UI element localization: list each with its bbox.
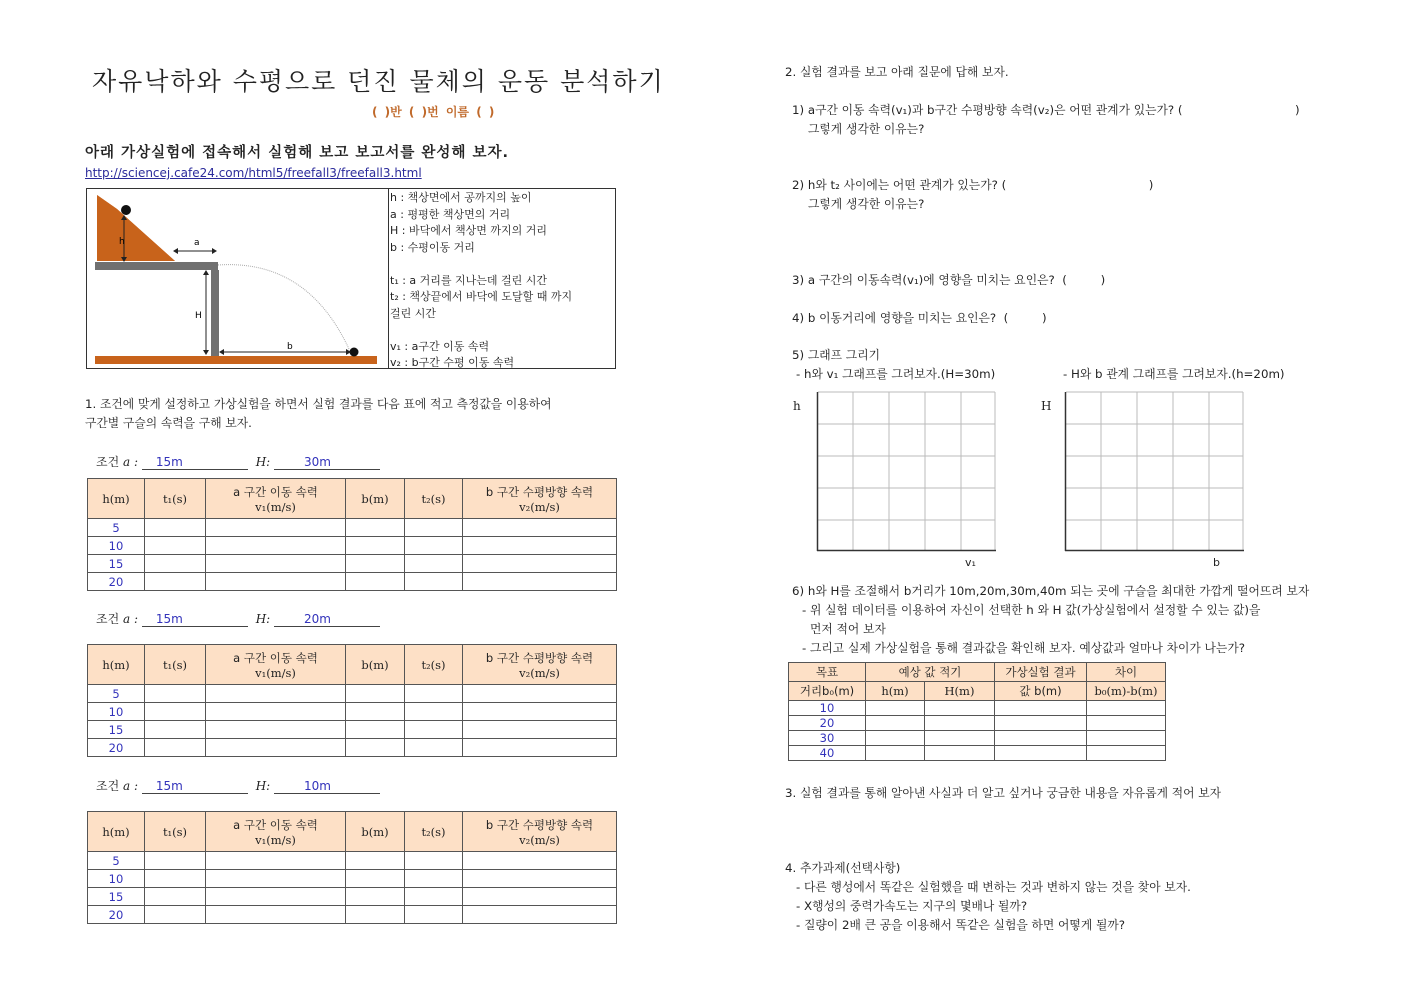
cell[interactable] [145,721,206,739]
th-b: b(m) [346,645,405,685]
data-table-2 [87,644,617,757]
legend-line: v₂ : b구간 수평 이동 속력 [390,356,515,369]
th-t2: t₂(s) [405,812,463,852]
cell[interactable] [405,685,463,703]
h-value: 20 [88,906,145,924]
graph1-ylabel: h [793,399,801,413]
label-b: b [287,342,293,352]
class-name-line: ( )반 ( )번 이름 ( ) [372,105,495,119]
cell[interactable] [463,721,617,739]
graph2-grid[interactable] [1064,390,1246,554]
cond-label: 조건 [96,779,120,793]
table-row [88,739,617,757]
th-b-speed: b 구간 수평방향 속력 v₂(m/s) [463,479,617,519]
cell[interactable] [925,716,995,731]
th-target: 목표 [789,663,866,682]
table-row [88,519,617,537]
q2-1-reason: 그렇게 생각한 이유는? [808,122,925,136]
cell[interactable] [206,703,346,721]
table-row [789,746,1166,761]
q2-6: 6) h와 H를 조절해서 b거리가 10m,20m,30m,40m 되는 곳에 구슬을 최대한 가깝게 떨어뜨려 보자 [792,584,1310,598]
cell[interactable] [145,555,206,573]
target-value: 10 [789,701,866,716]
h-value: 20 [88,573,145,591]
q1-line: 1. 조건에 맞게 설정하고 가상실험을 하면서 실험 결과를 다음 표에 적고 측정값을 이용하여 [85,397,552,411]
th-result2: 값 b(m) [995,682,1087,701]
th-a-speed: a 구간 이동 속력 v₁(m/s) [206,645,346,685]
experiment-diagram [87,189,387,368]
cell[interactable] [206,555,346,573]
th-b-speed: b 구간 수평방향 속력 v₂(m/s) [463,812,617,852]
target-value: 40 [789,746,866,761]
graph2-caption: - H와 b 관계 그래프를 그려보자.(h=20m) [1063,367,1285,381]
instruction: 아래 가상실험에 접속해서 실험해 보고 보고서를 완성해 보자. [85,145,510,161]
data-table-1 [87,478,617,591]
h-value: 5 [88,519,145,537]
cell[interactable] [405,852,463,870]
cond-a-label: a : [123,455,139,469]
data-table-3 [87,811,617,924]
cell[interactable] [925,746,995,761]
table-row [88,703,617,721]
page-title: 자유낙하와 수평으로 던진 물체의 운동 분석하기 [92,67,665,96]
cell[interactable] [145,852,206,870]
table-row [88,721,617,739]
cell[interactable] [346,852,405,870]
target-value: 30 [789,731,866,746]
legend-line: t₁ : a 거리를 지나는데 걸린 시간 [390,273,548,287]
cond-a-value[interactable]: 15m [142,455,248,470]
legend-line: v₁ : a구간 이동 속력 [390,339,490,353]
table-top [95,262,218,270]
q2-1: 1) a구간 이동 속력(v₁)과 b구간 수평방향 속력(v₂)은 어떤 관계가 있는가? ( ) [792,103,1300,117]
cell[interactable] [925,701,995,716]
cell[interactable] [346,537,405,555]
cell[interactable] [995,701,1087,716]
legend-line [390,256,614,273]
cell[interactable] [995,716,1087,731]
cell[interactable] [1087,716,1166,731]
cell[interactable] [206,852,346,870]
cell[interactable] [463,685,617,703]
table-row [88,537,617,555]
cell[interactable] [206,888,346,906]
th-target2: 거리b₀(m) [789,682,866,701]
cell[interactable] [346,739,405,757]
cond-a-value[interactable]: 15m [142,612,248,627]
cell[interactable] [206,685,346,703]
cell[interactable] [206,537,346,555]
cell[interactable] [995,746,1087,761]
target-value: 20 [789,716,866,731]
th-b: b(m) [346,812,405,852]
q4-heading: 4. 추가과제(선택사항) [785,861,901,875]
th-h: h(m) [88,812,145,852]
cell[interactable] [866,716,925,731]
cell[interactable] [346,721,405,739]
th-a-speed: a 구간 이동 속력 v₁(m/s) [206,812,346,852]
h-value: 5 [88,685,145,703]
cell[interactable] [346,703,405,721]
cell[interactable] [405,888,463,906]
cell[interactable] [463,888,617,906]
cell[interactable] [866,701,925,716]
q2-2-reason: 그렇게 생각한 이유는? [808,197,925,211]
th-t1: t₁(s) [145,479,206,519]
cell[interactable] [346,555,405,573]
graph1-caption: - h와 v₁ 그래프를 그려보자.(H=30m) [796,367,996,381]
cell[interactable] [463,703,617,721]
table-row [789,701,1166,716]
cond-a-label: a : [123,779,139,793]
cell[interactable] [405,519,463,537]
cell[interactable] [463,852,617,870]
h-value: 5 [88,852,145,870]
h-value: 10 [88,703,145,721]
simulation-link[interactable]: http://sciencej.cafe24.com/html5/freefall3/freefall3.html [85,166,422,180]
cell[interactable] [145,703,206,721]
cond-label: 조건 [96,612,120,626]
h-value: 10 [88,870,145,888]
q1-text [85,395,552,433]
cell[interactable] [405,703,463,721]
cell[interactable] [405,906,463,924]
q2-heading: 2. 실험 결과를 보고 아래 질문에 답해 보자. [785,65,1009,79]
q1-line: 구간별 구슬의 속력을 구해 보자. [85,416,252,430]
q2-6b: 먼저 적어 보자 [810,622,886,636]
th-pred-h: h(m) [866,682,925,701]
cell[interactable] [346,870,405,888]
table-row [88,555,617,573]
graph1-grid[interactable] [816,390,998,554]
cell[interactable] [206,870,346,888]
th-t1: t₁(s) [145,645,206,685]
h-value: 20 [88,739,145,757]
cell[interactable] [206,519,346,537]
table-row [789,731,1166,746]
q4-1: - 다른 행성에서 똑같은 실험했을 때 변하는 것과 변하지 않는 것을 찾아 보자. [796,880,1191,894]
cell[interactable] [463,573,617,591]
cond-a-value[interactable]: 15m [142,779,248,794]
table-row [789,716,1166,731]
cond-H-value[interactable]: 30m [274,455,380,470]
cell[interactable] [145,888,206,906]
cell[interactable] [405,870,463,888]
table-row [88,906,617,924]
cond-H-value[interactable]: 10m [274,779,380,794]
table-row [88,685,617,703]
q2-6a: - 위 실험 데이터를 이용하여 자신이 선택한 h 와 H 값(가상실험에서 설정할 수 있는 값)을 [802,603,1261,617]
q4-2: - X행성의 중력가속도는 지구의 몇배나 될까? [796,899,1028,913]
cell[interactable] [405,721,463,739]
cell[interactable] [206,739,346,757]
cond-H-label: H: [255,612,271,626]
h-value: 15 [88,555,145,573]
cell[interactable] [206,721,346,739]
th-h: h(m) [88,645,145,685]
graph2-ylabel: H [1041,399,1052,413]
cell[interactable] [145,870,206,888]
th-predict: 예상 값 적기 [866,663,995,682]
floor [95,356,377,364]
cell[interactable] [206,573,346,591]
cell[interactable] [346,906,405,924]
table-row [88,573,617,591]
legend-line: t₂ : 책상끝에서 바닥에 도달할 때 까지 [390,290,573,303]
label-a: a [194,238,200,248]
ball-start [121,205,131,215]
th-h: h(m) [88,479,145,519]
th-diff: 차이 [1087,663,1166,682]
cell[interactable] [866,731,925,746]
cell[interactable] [1087,701,1166,716]
cell[interactable] [405,739,463,757]
condition-1 [96,453,380,470]
th-b-speed: b 구간 수평방향 속력 v₂(m/s) [463,645,617,685]
cell[interactable] [925,731,995,746]
cell[interactable] [346,573,405,591]
th-result: 가상실험 결과 [995,663,1087,682]
prediction-table [788,662,1166,761]
graph2-xlabel: b [1213,556,1220,569]
cond-H-label: H: [255,779,271,793]
q2-4: 4) b 이동거리에 영향을 미치는 요인은? ( ) [792,311,1047,325]
label-H: H [195,311,202,321]
h-value: 15 [88,721,145,739]
cell[interactable] [346,685,405,703]
legend-line: b : 수평이동 거리 [390,240,475,254]
h-value: 15 [88,888,145,906]
cell[interactable] [866,746,925,761]
condition-2 [96,610,380,627]
q2-2: 2) h와 t₂ 사이에는 어떤 관계가 있는가? ( ) [792,178,1154,192]
graph1-xlabel: v₁ [965,556,976,569]
h-value: 10 [88,537,145,555]
cell[interactable] [145,906,206,924]
th-t2: t₂(s) [405,645,463,685]
cond-label: 조건 [96,455,120,469]
cell[interactable] [145,739,206,757]
cell[interactable] [405,537,463,555]
cell[interactable] [463,906,617,924]
cell[interactable] [145,573,206,591]
legend-line: H : 바닥에서 책상면 까지의 거리 [390,224,547,237]
th-t1: t₁(s) [145,812,206,852]
table-row [88,888,617,906]
th-a-speed: a 구간 이동 속력 v₁(m/s) [206,479,346,519]
th-diff2: b₀(m)-b(m) [1087,682,1166,701]
table-leg [211,270,219,356]
q2-6c: - 그리고 실제 가상실험을 통해 결과값을 확인해 보자. 예상값과 얼마나 차이가 나는가? [802,641,1245,655]
cell[interactable] [346,519,405,537]
cell[interactable] [463,555,617,573]
cond-H-value[interactable]: 20m [274,612,380,627]
label-h: h [119,237,125,247]
th-t2: t₂(s) [405,479,463,519]
cell[interactable] [206,906,346,924]
cell[interactable] [1087,746,1166,761]
figure-legend [390,190,614,372]
legend-line [390,322,614,339]
table-row [88,852,617,870]
cell[interactable] [405,573,463,591]
cell[interactable] [346,888,405,906]
cell[interactable] [145,519,206,537]
th-b: b(m) [346,479,405,519]
q4-3: - 질량이 2배 큰 공을 이용해서 똑같은 실험을 하면 어떻게 될까? [796,918,1126,932]
th-pred-H: H(m) [925,682,995,701]
cell[interactable] [405,555,463,573]
condition-3 [96,777,380,794]
q2-3: 3) a 구간의 이동속력(v₁)에 영향을 미치는 요인은? ( ) [792,273,1106,287]
cell[interactable] [463,870,617,888]
legend-line: 걸린 시간 [390,306,437,320]
cell[interactable] [463,739,617,757]
cond-H-label: H: [255,455,271,469]
cell[interactable] [1087,731,1166,746]
table-row [88,870,617,888]
legend-line: a : 평평한 책상면의 거리 [390,207,511,221]
trajectory [218,265,349,349]
cell[interactable] [995,731,1087,746]
q2-5: 5) 그래프 그리기 [792,348,880,362]
cond-a-label: a : [123,612,139,626]
cell[interactable] [145,537,206,555]
legend-line: h : 책상면에서 공까지의 높이 [390,191,532,204]
q3: 3. 실험 결과를 통해 알아낸 사실과 더 알고 싶거나 궁금한 내용을 자유롭게 적어 보자 [785,786,1222,800]
cell[interactable] [463,537,617,555]
cell[interactable] [463,519,617,537]
cell[interactable] [145,685,206,703]
